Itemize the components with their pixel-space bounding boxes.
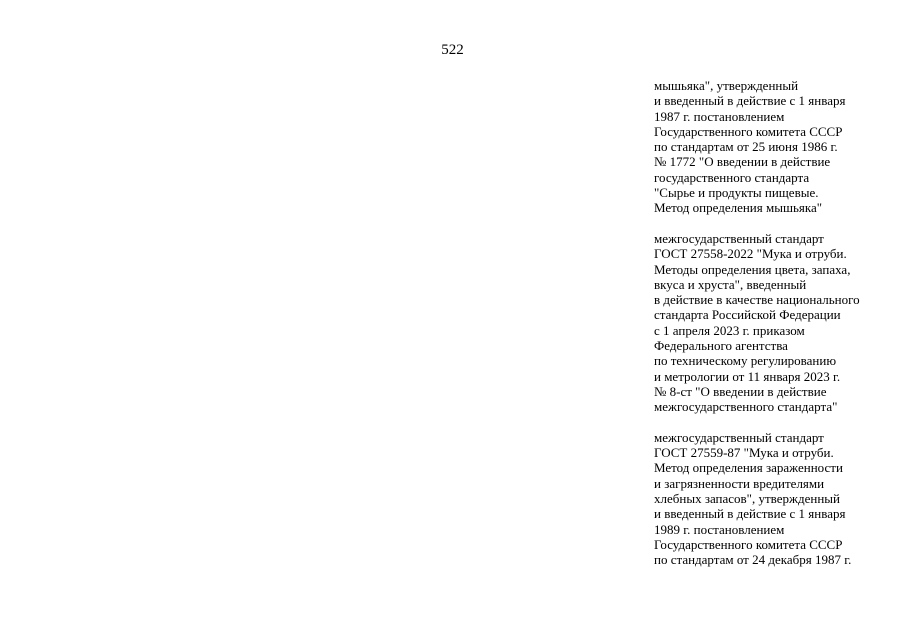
text-line: вкуса и хруста", введенный xyxy=(654,276,807,292)
text-line: Федерального агентства xyxy=(654,338,788,354)
text-line: межгосударственный стандарт xyxy=(654,230,824,246)
text-line: государственного стандарта xyxy=(654,169,810,185)
text-line: в действие в качестве национального xyxy=(654,292,860,308)
text-line: по стандартам от 24 декабря 1987 г. xyxy=(654,552,852,568)
text-line: Государственного комитета СССР xyxy=(654,536,843,552)
text-line: и введенный в действие с 1 января xyxy=(654,506,846,522)
text-line: Методы определения цвета, запаха, xyxy=(654,261,851,277)
text-block-gost-27559-87 xyxy=(654,430,902,568)
text-line: № 8-ст "О введении в действие xyxy=(654,383,827,399)
text-block-gost-27558-2022 xyxy=(654,231,902,415)
text-line: № 1772 "О введении в действие xyxy=(654,154,831,170)
text-line: 1989 г. постановлением xyxy=(654,521,785,537)
text-line: хлебных запасов", утвержденный xyxy=(654,491,840,507)
text-line: и метрологии от 11 января 2023 г. xyxy=(654,368,841,384)
text-line: по техническому регулированию xyxy=(654,353,837,369)
text-line: Метод определения мышьяка" xyxy=(654,200,823,216)
text-line: "Сырье и продукты пищевые. xyxy=(654,185,819,201)
text-line: ГОСТ 27559-87 "Мука и отруби. xyxy=(654,445,834,461)
text-line: ГОСТ 27558-2022 "Мука и отруби. xyxy=(654,246,847,262)
text-line: Государственного комитета СССР xyxy=(654,123,843,139)
text-line: межгосударственный стандарт xyxy=(654,429,824,445)
text-line: межгосударственного стандарта" xyxy=(654,399,838,415)
text-line: по стандартам от 25 июня 1986 г. xyxy=(654,139,838,155)
text-block-arsenic-standard xyxy=(654,78,902,216)
text-line: Метод определения зараженности xyxy=(654,460,843,476)
text-column xyxy=(654,78,902,583)
text-line: и загрязненности вредителями xyxy=(654,475,825,491)
page-number: 522 xyxy=(441,42,464,58)
text-line: 1987 г. постановлением xyxy=(654,108,785,124)
text-line: и введенный в действие с 1 января xyxy=(654,93,846,109)
text-line: с 1 апреля 2023 г. приказом xyxy=(654,322,805,338)
text-line: мышьяка", утвержденный xyxy=(654,78,799,93)
text-line: стандарта Российской Федерации xyxy=(654,307,841,323)
